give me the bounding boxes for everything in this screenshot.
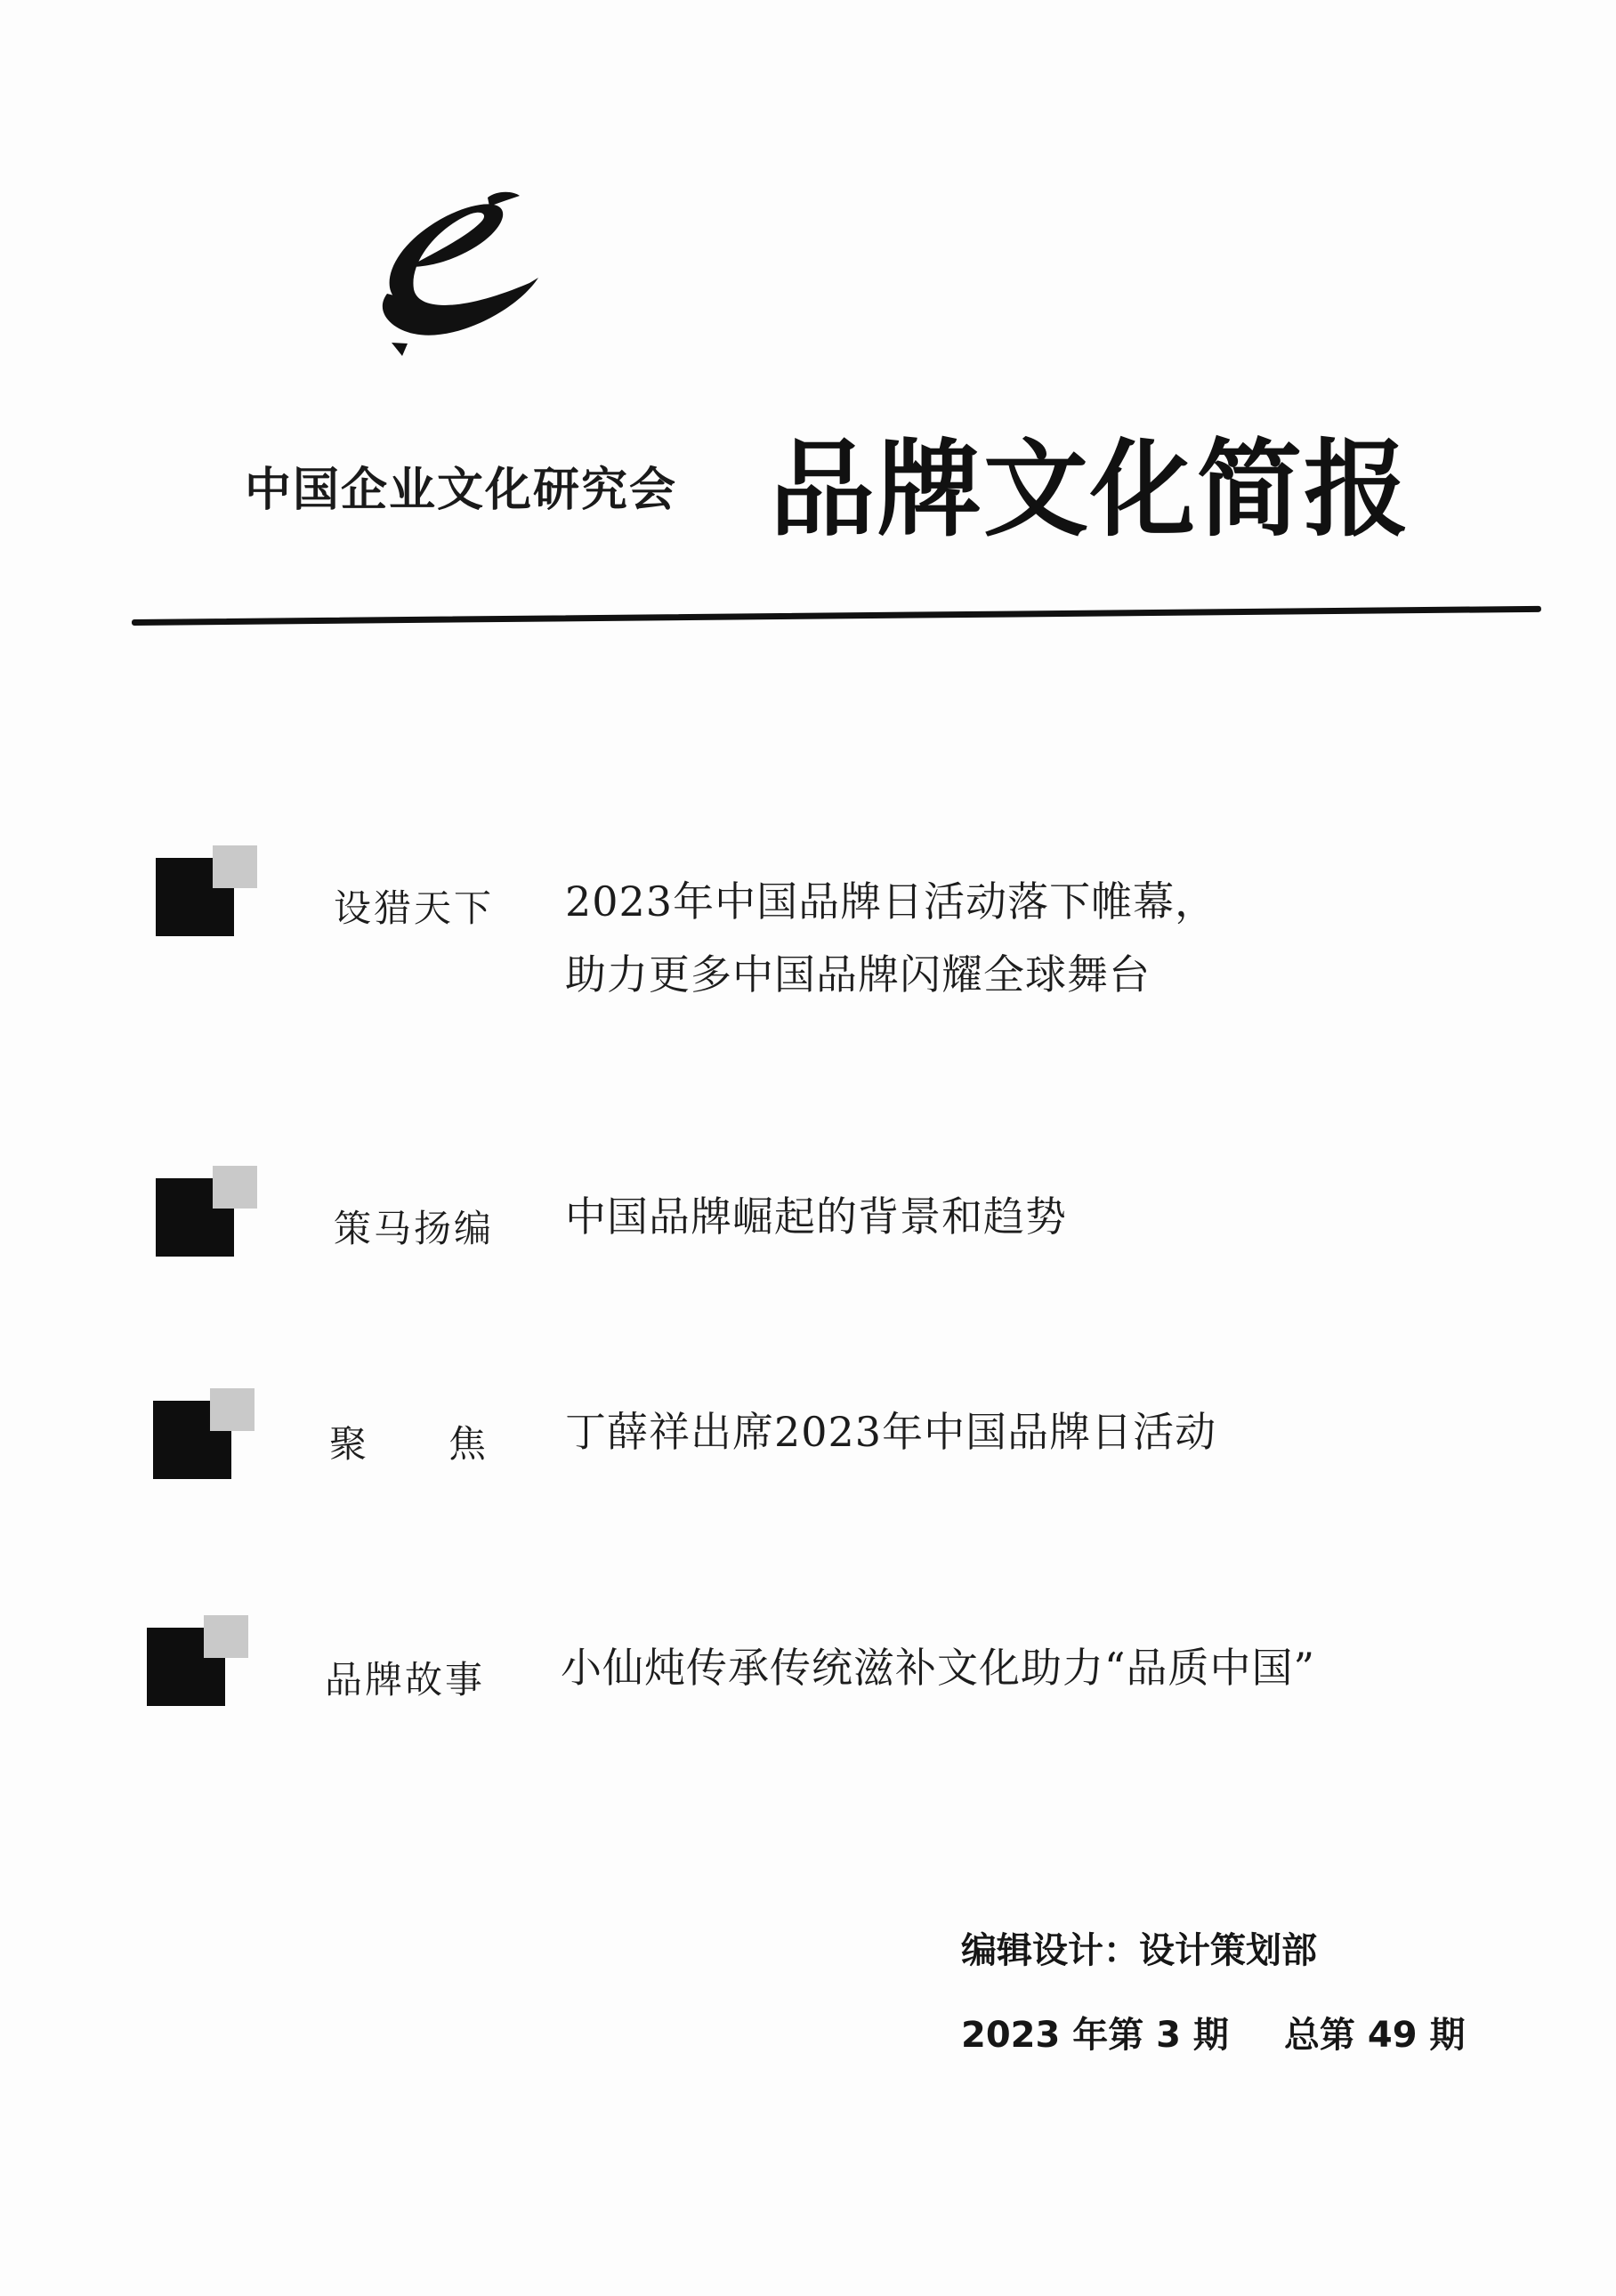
issue-number: 2023 年第 3 期: [961, 2015, 1229, 2056]
section-label: 品牌故事: [325, 1658, 486, 1702]
headline-line: 小仙炖传承传统滋补文化助力“品质中国”: [561, 1644, 1316, 1692]
headline-line: 助力更多中国品牌闪耀全球舞台: [565, 950, 1151, 998]
calligraphic-e-logo-icon: [338, 178, 561, 365]
toc-headline[interactable]: [561, 1631, 1315, 1704]
editor-credit: 编辑设计：设计策划部: [961, 1930, 1317, 1971]
publication-title: 品牌文化简报: [770, 428, 1411, 551]
section-marker-icon: [156, 1166, 254, 1264]
section-marker-icon: [147, 1615, 245, 1713]
header-divider: [132, 606, 1541, 626]
toc-headline[interactable]: [565, 865, 1216, 1011]
headline-line: 中国品牌崛起的背景和趋势: [565, 1192, 1067, 1241]
total-issue-number: 总第 49 期: [1283, 2015, 1466, 2056]
section-marker-icon: [156, 845, 254, 943]
headline-line: 2023年中国品牌日活动落下帷幕，: [565, 877, 1217, 926]
headline-line: 丁薛祥出席2023年中国品牌日活动: [565, 1408, 1217, 1456]
issue-info: [961, 2007, 1465, 2058]
toc-headline[interactable]: [565, 1395, 1216, 1468]
section-label: 聚焦: [329, 1422, 569, 1466]
section-marker-icon: [153, 1388, 251, 1486]
section-label: 设猎天下: [334, 886, 495, 930]
toc-headline[interactable]: [565, 1180, 1067, 1253]
org-name: 中国企业文化研究会: [245, 463, 678, 517]
section-label: 策马扬编: [334, 1207, 495, 1250]
